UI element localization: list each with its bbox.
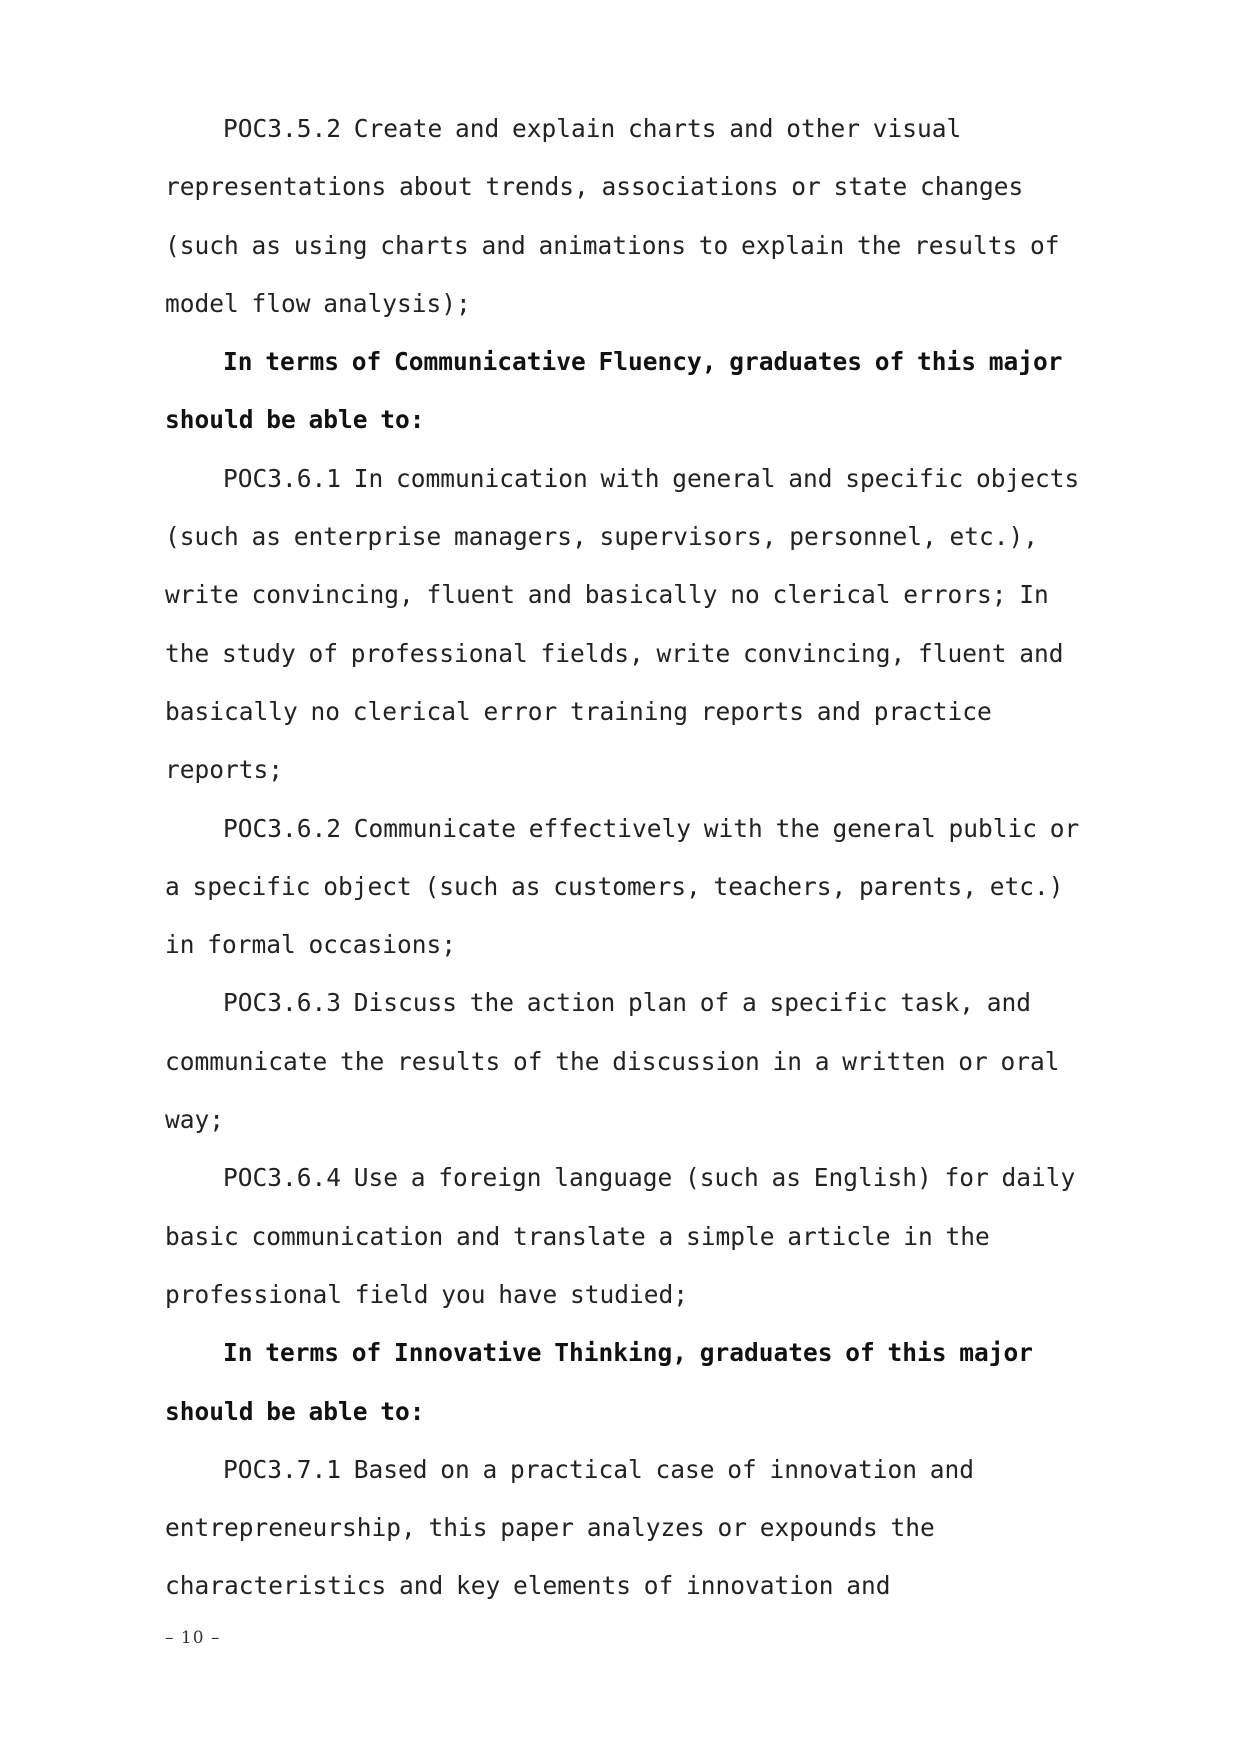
heading-communicative-fluency: In terms of Communicative Fluency, graduates of this major should be able to: xyxy=(165,347,1063,435)
paragraph-poc3-6-1: POC3.6.1 In communication with general and specific objects (such as enterprise managers, supervisors, personnel, etc.), write convincing, fluent and basically no clerical errors; In the study of professional fields, write convincing, fluent and basically no clerical error training reports and practice reports; xyxy=(165,463,1080,785)
document-body xyxy=(165,100,1105,1616)
paragraph-poc3-6-3: POC3.6.3 Discuss the action plan of a specific task, and communicate the results of the discussion in a written or oral way; xyxy=(165,988,1060,1135)
heading-innovative-thinking: In terms of Innovative Thinking, graduates of this major should be able to: xyxy=(165,1338,1034,1426)
paragraph-poc3-6-4: POC3.6.4 Use a foreign language (such as English) for daily basic communication and translate a simple article in the professional field you have studied; xyxy=(165,1163,1076,1309)
paragraph-poc3-6-2: POC3.6.2 Communicate effectively with the general public or a specific object (such as customers, teachers, parents, etc.) in formal occasions; xyxy=(165,813,1080,960)
paragraph-poc3-7-1: POC3.7.1 Based on a practical case of innovation and entrepreneurship, this paper analyzes or expounds the characteristics and key elements of innovation and xyxy=(165,1454,975,1601)
page-number: – 10 – xyxy=(165,1628,221,1648)
paragraph-poc3-5-2: POC3.5.2 Create and explain charts and other visual representations about trends, associations or state changes (such as using charts and animations to explain the results of model flow analysis); xyxy=(165,114,1060,318)
